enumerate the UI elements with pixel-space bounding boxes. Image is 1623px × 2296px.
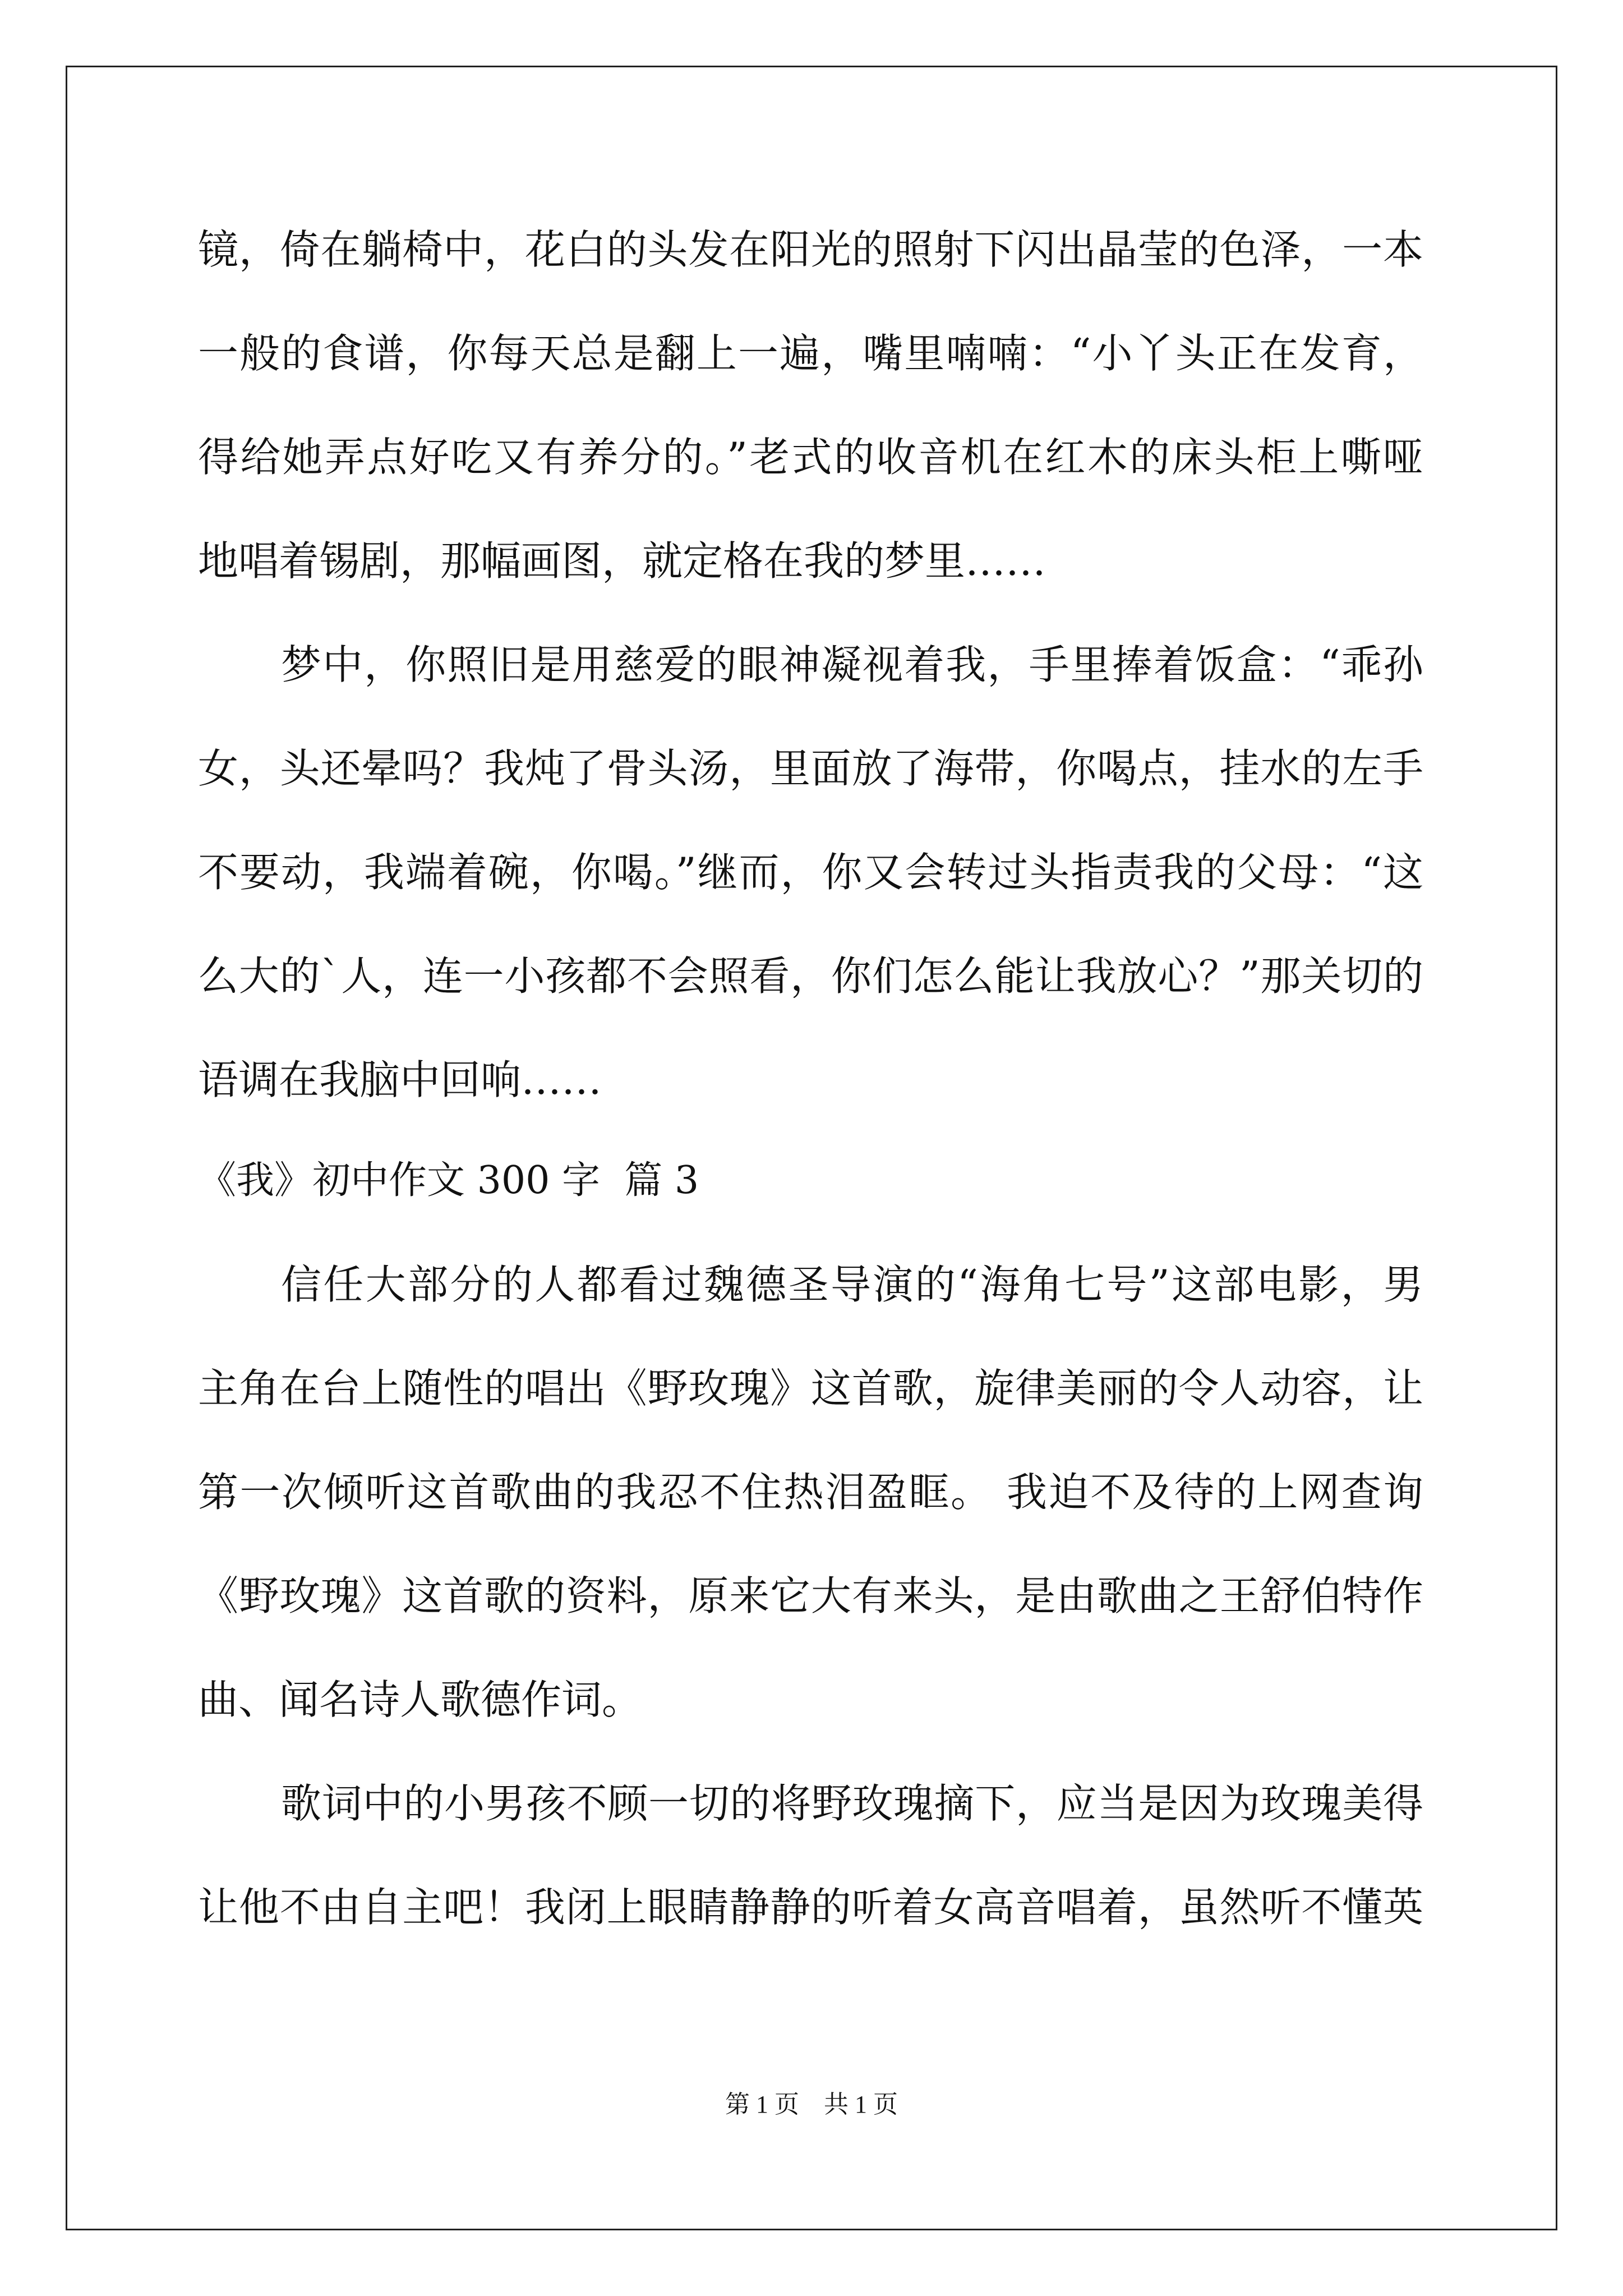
text-line: 曲、闻名诗人歌德作词。 <box>198 1676 643 1723</box>
text-line: 得给她弄点好吃又有养分的。”老式的收音机在红木的床头柜上嘶哑 <box>198 434 1423 481</box>
text-line: 不要动，我端着碗，你喝。”继而，你又会转过头指责我的父母：“这 <box>198 849 1423 896</box>
text-line: 梦中，你照旧是用慈爱的眼神凝视着我，手里捧着饭盒：“乖孙 <box>281 641 1423 688</box>
text-line: 让他不由自主吧！我闭上眼睛静静的听着女高音唱着，虽然听不懂英 <box>198 1884 1423 1931</box>
text-line: 歌词中的小男孩不顾一切的将野玫瑰摘下，应当是因为玫瑰美得 <box>281 1780 1423 1827</box>
text-line: 信任大部分的人都看过魏德圣导演的“海角七号”这部电影，男 <box>281 1261 1423 1308</box>
text-line: 第一次倾听这首歌曲的我忍不住热泪盈眶。 我迫不及待的上网查询 <box>198 1469 1423 1516</box>
text-line: 地唱着锡剧，那幅画图，就定格在我的梦里…… <box>198 537 1046 585</box>
text-line: 语调在我脑中回响…… <box>198 1056 602 1103</box>
text-line: 一般的食谱，你每天总是翻上一遍，嘴里喃喃：“小丫头正在发育， <box>198 330 1423 377</box>
text-line: 《野玫瑰》这首歌的资料，原来它大有来头，是由歌曲之王舒伯特作 <box>198 1572 1423 1619</box>
text-line: 主角在台上随性的唱出《野玫瑰》这首歌，旋律美丽的令人动容，让 <box>198 1365 1423 1412</box>
text-line: 镜，倚在躺椅中，花白的头发在阳光的照射下闪出晶莹的色泽，一本 <box>198 226 1423 273</box>
text-line: 女，头还晕吗？我炖了骨头汤，里面放了海带，你喝点，挂水的左手 <box>198 745 1423 792</box>
page-footer: 第 1 页 共 1 页 <box>725 2091 898 2118</box>
text-line: 么大的`人，连一小孩都不会照看，你们怎么能让我放心？”那关切的 <box>198 953 1423 1000</box>
section-heading: 《我》初中作文 300 字 篇 3 <box>198 1158 699 1203</box>
